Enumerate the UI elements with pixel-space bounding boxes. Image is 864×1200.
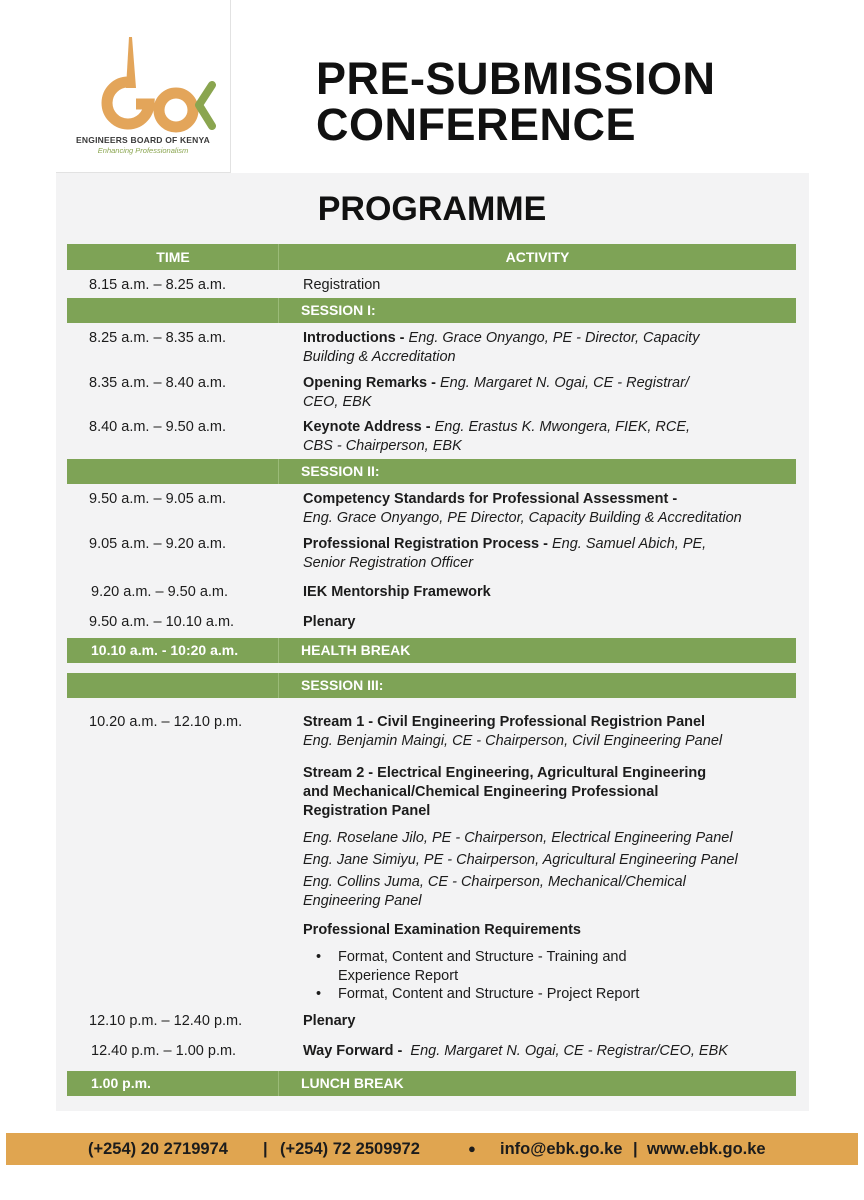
keynote-title: Keynote Address -	[303, 419, 431, 435]
session-1-bar	[67, 298, 796, 323]
session-1-label: SESSION I:	[301, 302, 376, 318]
plenary-2-time: 12.10 p.m. – 12.40 p.m.	[89, 1013, 243, 1029]
opening-speaker: Eng. Margaret N. Ogai, CE - Registrar/	[435, 375, 689, 391]
logo-tagline: Enhancing Professionalism	[97, 146, 189, 155]
intro-speaker-cont: Building & Accreditation	[303, 349, 456, 365]
prof-reg-speaker-cont: Senior Registration Officer	[303, 555, 474, 571]
way-forward-speaker: Eng. Margaret N. Ogai, CE - Registrar/CEO, EBK	[402, 1043, 728, 1059]
bar-divider	[278, 638, 279, 663]
stream-1-time: 10.20 a.m. – 12.10 p.m.	[89, 714, 243, 730]
title-line-2: CONFERENCE	[316, 99, 637, 150]
opening-title: Opening Remarks -	[303, 375, 436, 391]
opening-speaker-cont: CEO, EBK	[303, 394, 372, 410]
session-3-label: SESSION III:	[301, 677, 384, 693]
lunch-break-label: LUNCH BREAK	[301, 1075, 404, 1091]
exam-bullet-1-line-1: Format, Content and Structure - Training and	[338, 949, 627, 965]
stream-2-panelist-3-line-1: Eng. Collins Juma, CE - Chairperson, Mechanical/Chemical	[303, 874, 686, 890]
stream-2-title	[303, 764, 793, 821]
prof-reg-title: Professional Registration Process -	[303, 536, 548, 552]
bar-divider	[278, 298, 279, 323]
header-activity: ACTIVITY	[505, 249, 570, 265]
phone-1: (+254) 20 2719974	[88, 1140, 228, 1158]
iek-activity: IEK Mentorship Framework	[303, 584, 491, 600]
health-break-time: 10.10 a.m. - 10:20 a.m.	[91, 642, 239, 658]
stream-2-title-line-1: Stream 2 - Electrical Engineering, Agricultural Engineering	[303, 765, 707, 781]
intro-title: Introductions -	[303, 330, 405, 346]
iek-time: 9.20 a.m. – 9.50 a.m.	[91, 584, 229, 600]
logo-name: ENGINEERS BOARD OF KENYA	[76, 135, 210, 145]
page-title	[316, 53, 716, 150]
competency-time: 9.50 a.m. – 9.05 a.m.	[89, 491, 227, 507]
session-3-bar	[67, 673, 796, 698]
programme-heading: PROGRAMME	[317, 190, 547, 228]
opening-activity	[303, 374, 793, 412]
phone-2: (+254) 72 2509972	[280, 1140, 420, 1158]
title-line-1: PRE-SUBMISSION	[316, 53, 716, 104]
keynote-speaker-cont: CBS - Chairperson, EBK	[303, 438, 462, 454]
registration-activity: Registration	[303, 277, 381, 293]
competency-title: Competency Standards for Professional Assessment -	[303, 491, 678, 507]
stream-2-panelist-3	[303, 873, 793, 911]
way-forward-activity	[303, 1042, 793, 1061]
competency-activity	[303, 490, 803, 528]
bullet-icon: •	[316, 949, 322, 965]
lunch-break-time: 1.00 p.m.	[91, 1075, 151, 1091]
bullet-icon: •	[316, 986, 322, 1002]
bullet-dot-icon: ●	[468, 1141, 476, 1156]
header-time: TIME	[156, 249, 190, 265]
intro-speaker: Eng. Grace Onyango, PE - Director, Capacity	[404, 330, 700, 346]
exam-bullet-2: Format, Content and Structure - Project Report	[338, 986, 640, 1002]
intro-activity	[303, 329, 793, 367]
prof-reg-speaker: Eng. Samuel Abich, PE,	[547, 536, 707, 552]
health-break-label: HEALTH BREAK	[301, 642, 411, 658]
session-2-bar	[67, 459, 796, 484]
bar-divider	[278, 1071, 279, 1096]
logo-box	[56, 0, 231, 173]
keynote-time: 8.40 a.m. – 9.50 a.m.	[89, 419, 227, 435]
ebk-logo-icon	[56, 0, 230, 134]
bar-divider	[278, 459, 279, 484]
way-forward-title: Way Forward -	[303, 1043, 403, 1059]
stream-2-title-line-3: Registration Panel	[303, 803, 431, 819]
way-forward-time: 12.40 p.m. – 1.00 p.m.	[91, 1043, 237, 1059]
bar-divider	[278, 673, 279, 698]
stream-2-panelist-1: Eng. Roselane Jilo, PE - Chairperson, Electrical Engineering Panel	[303, 830, 733, 846]
registration-time: 8.15 a.m. – 8.25 a.m.	[89, 277, 227, 293]
website-link[interactable]: www.ebk.go.ke	[647, 1140, 766, 1158]
footer-separator: |	[633, 1140, 638, 1158]
stream-2-title-line-2: and Mechanical/Chemical Engineering Professional	[303, 784, 659, 800]
stream-1-title: Stream 1 - Civil Engineering Professional Registrion Panel	[303, 714, 706, 730]
contact-footer	[6, 1133, 858, 1165]
stream-2-panelist-3-line-2: Engineering Panel	[303, 893, 422, 909]
stream-2-panelist-2: Eng. Jane Simiyu, PE - Chairperson, Agricultural Engineering Panel	[303, 852, 738, 868]
footer-separator: |	[263, 1140, 268, 1158]
exam-bullet-1	[338, 948, 778, 986]
health-break-bar	[67, 638, 796, 663]
exam-title: Professional Examination Requirements	[303, 922, 581, 938]
lunch-break-bar	[67, 1071, 796, 1096]
keynote-activity	[303, 418, 793, 456]
exam-bullet-1-line-2: Experience Report	[338, 968, 459, 984]
opening-time: 8.35 a.m. – 8.40 a.m.	[89, 375, 227, 391]
intro-time: 8.25 a.m. – 8.35 a.m.	[89, 330, 227, 346]
competency-speaker: Eng. Grace Onyango, PE Director, Capacity Building & Accreditation	[303, 510, 742, 526]
plenary-2-activity: Plenary	[303, 1013, 356, 1029]
prof-reg-activity	[303, 535, 793, 573]
session-2-label: SESSION II:	[301, 463, 380, 479]
plenary-1-time: 9.50 a.m. – 10.10 a.m.	[89, 614, 235, 630]
email-link[interactable]: info@ebk.go.ke	[500, 1140, 623, 1158]
table-header	[67, 244, 796, 270]
plenary-1-activity: Plenary	[303, 614, 356, 630]
stream-1-activity	[303, 713, 793, 751]
stream-1-speaker: Eng. Benjamin Maingi, CE - Chairperson, Civil Engineering Panel	[303, 733, 723, 749]
prof-reg-time: 9.05 a.m. – 9.20 a.m.	[89, 536, 227, 552]
keynote-speaker: Eng. Erastus K. Mwongera, FIEK, RCE,	[430, 419, 691, 435]
